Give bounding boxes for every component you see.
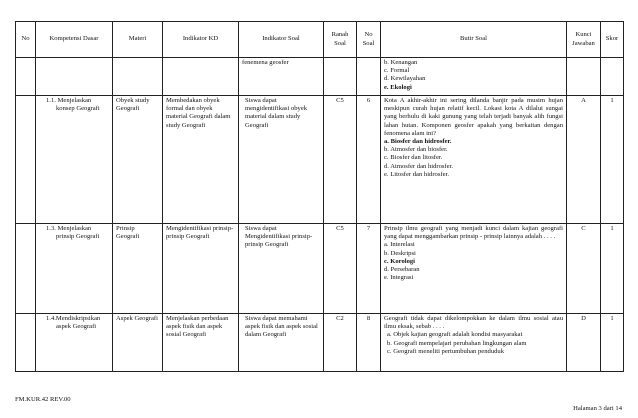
option-correct: a. Biosfer dan hidrosfer.: [384, 138, 452, 146]
option: e. Litosfer dan hidrosfer.: [384, 170, 450, 178]
header-row: [16, 22, 624, 58]
cell-kunci: A: [567, 96, 601, 224]
option: d. Atmosfer dan hidrosfer.: [384, 162, 454, 170]
cell-kunci: C: [567, 224, 601, 314]
option: b. Geografi mempelajari perubahan lingkungan alam: [387, 339, 527, 347]
cell-no: [16, 58, 36, 96]
cell-indikator-kd: Mengidentifikasi prinsip-prinsip Geografi: [163, 224, 239, 314]
cell-ranah: C5: [324, 96, 357, 224]
question-table: [15, 21, 624, 372]
question-text: Prinsip ilmu geografi yang menjadi kunci dalam kajian geografi yang dapat menggambarkan prinsip - prinsip lainnya adalah . . . .: [384, 225, 563, 241]
cell-indikator-soal: Siswa dapat Mengidentifikasi prinsip-prinsip Geografi: [239, 224, 324, 314]
option: d. Persebaran: [384, 266, 420, 274]
page-number: Halaman 3 dari 14: [573, 405, 622, 412]
cell-no-soal: 8: [357, 314, 381, 372]
header-indikator-kd: Indikator KD: [163, 22, 239, 58]
cell-indikator-soal: Siswa dapat mengidentifikasi obyek material dalam study Geografi: [239, 96, 324, 224]
cell-kd: 1.1. Menjelaskan konsep Geografi: [36, 96, 113, 224]
cell-butir-soal: [381, 96, 567, 224]
header-no-soal: No Soal: [357, 22, 381, 58]
cell-ranah: C2: [324, 314, 357, 372]
cell-materi: Obyek study Geografi: [113, 96, 163, 224]
header-ranah-soal: Ranah Soal: [324, 22, 357, 58]
cell-materi: [113, 58, 163, 96]
option-correct: c. Korologi: [384, 257, 416, 265]
cell-no: [16, 224, 36, 314]
header-no: No: [16, 22, 36, 58]
cell-no-soal: [357, 58, 381, 96]
cell-skor: 1: [601, 314, 624, 372]
option: b. Kenangan: [384, 59, 418, 66]
cell-ranah: [324, 58, 357, 96]
cell-kd: 1.3. Menjelaskan prinsip Geografi: [36, 224, 113, 314]
header-butir-soal: Butir Soal: [381, 22, 567, 58]
cell-no-soal: 6: [357, 96, 381, 224]
cell-kunci: D: [567, 314, 601, 372]
cell-ranah: C5: [324, 224, 357, 314]
table-row: [16, 224, 624, 314]
header-indikator-soal: Indikator Soal: [239, 22, 324, 58]
cell-no: [16, 314, 36, 372]
question-text: Geografi tidak dapat dikelompokkan ke dalam ilmu sosial atau ilmu eksak, sebab . . . .: [384, 315, 563, 331]
cell-kd: [36, 58, 113, 96]
cell-butir-soal: [381, 314, 567, 372]
option: c. Biosfer dan litosfer.: [384, 154, 443, 162]
option: a. Interelasi: [384, 241, 415, 249]
cell-no-soal: 7: [357, 224, 381, 314]
cell-skor: 1: [601, 96, 624, 224]
option: a. Objek kajian geografi adalah kondisi masyarakat: [387, 331, 523, 339]
cell-indikator-soal: Siswa dapat memahami aspek fisik dan aspek sosial dalam Geografi: [239, 314, 324, 372]
option: e. Integrasi: [384, 274, 414, 282]
table-row-continuation: [16, 58, 624, 96]
header-kompetensi-dasar: Kompetensi Dasar: [36, 22, 113, 58]
cell-indikator-kd: [163, 58, 239, 96]
question-text: Kota A akhir-akhir ini sering dilanda banjir pada musim hujan meskipun curah hujan relatif kecil. Lokasi kota A dilalui sungai yang berhulu di kaki gunung yang telah terjadi banyak alih fungsi lahan hutan. Komponen geosfer apakah yang berkaitan dengan fenomena alam ini?: [384, 97, 563, 137]
option-correct: e. Ekologi: [384, 83, 412, 91]
cell-indikator-kd: Membedakan obyek formal dan obyek material Geografi dalam study Geografi: [163, 96, 239, 224]
cell-indikator-kd: Menjelaskan perbedaan aspek fisik dan aspek sosial Geografi: [163, 314, 239, 372]
cell-indikator-soal: fenemena geosfer: [239, 58, 324, 96]
option: b. Atmosfer dan biosfer.: [384, 146, 448, 154]
option: b. Deskripsi: [384, 249, 416, 257]
option: c. Formal: [384, 67, 410, 75]
option: d. Kewilayahan: [384, 75, 426, 83]
option: c. Geografi meneliti pertumbuhan penduduk: [387, 347, 505, 355]
header-kunci-jawaban: Kunci Jawaban: [567, 22, 601, 58]
cell-butir-soal: [381, 224, 567, 314]
form-code: FM.KUR.42 REV.00: [15, 396, 71, 403]
cell-skor: 1: [601, 224, 624, 314]
cell-butir-soal: [381, 58, 567, 96]
table-row: [16, 314, 624, 372]
cell-materi: Prinsip Geografi: [113, 224, 163, 314]
table-row: [16, 96, 624, 224]
cell-skor: [601, 58, 624, 96]
cell-materi: Aspek Geografi: [113, 314, 163, 372]
cell-kunci: [567, 58, 601, 96]
cell-no: [16, 96, 36, 224]
header-skor: Skor: [601, 22, 624, 58]
cell-kd: 1.4.Mendiskripsikan aspek Geografi: [36, 314, 113, 372]
header-materi: Materi: [113, 22, 163, 58]
